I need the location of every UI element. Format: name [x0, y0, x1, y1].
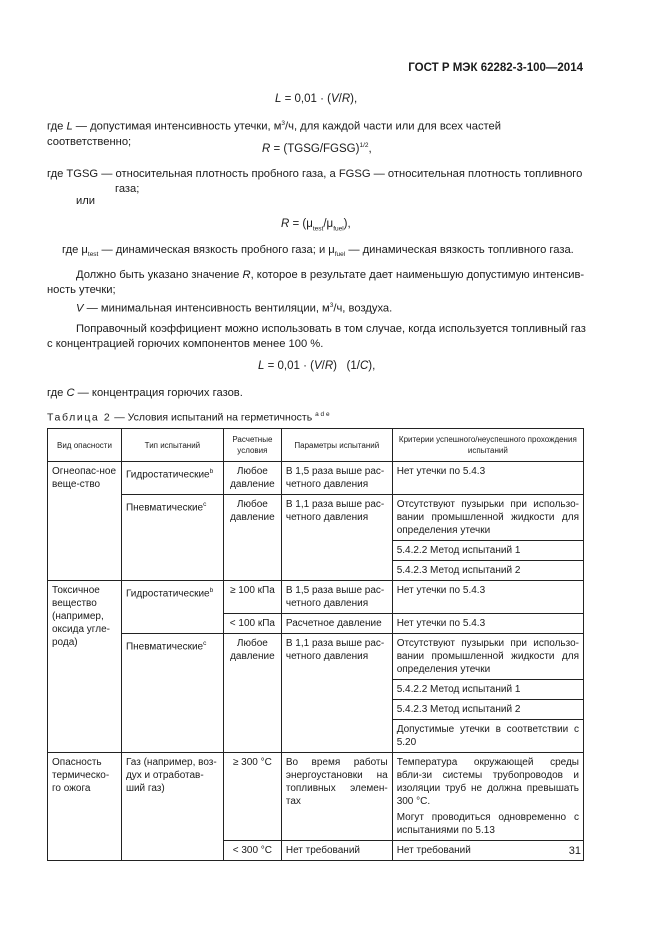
criteria-cell: Нет утечки по 5.4.3: [392, 462, 583, 495]
formula-var: V: [76, 302, 84, 315]
formula-corrected-leak: [258, 360, 375, 372]
hazard-cell: Огнеопас-ное веще-ство: [48, 462, 122, 581]
test-type-cell: [121, 634, 223, 753]
page-number: 31: [568, 845, 581, 857]
table-row: [48, 581, 584, 614]
formula-text: = (TGSG/FGSG): [270, 142, 360, 155]
text: Должно быть указано значение: [76, 269, 243, 281]
subscript: test: [312, 225, 324, 233]
header-test-type: Тип испытаний: [121, 429, 223, 462]
superscript: 1/2: [359, 142, 369, 149]
text: /ч, воздуха.: [333, 302, 393, 315]
criteria-cell: Нет утечки по 5.4.3: [392, 581, 583, 614]
formula-text: ),: [368, 360, 376, 372]
formula-text: ),: [350, 93, 358, 105]
criteria-text: Могут проводиться одновременно с испытаниями по 5.13: [396, 812, 579, 836]
superscript: 3: [281, 120, 286, 127]
text: Поправочный коэффициент можно использовать в том случае, когда используется топливный газ: [76, 323, 586, 335]
header-parameters: Параметры испытаний: [281, 429, 392, 462]
document-header: ГОСТ Р МЭК 62282-3-100—2014: [408, 62, 583, 74]
conditions-cell: ≥ 300 °С: [223, 753, 281, 841]
criteria-cell: 5.4.2.2 Метод испытаний 1: [392, 680, 583, 700]
formula-var: L: [66, 120, 73, 133]
criteria-cell: [392, 753, 583, 841]
header-criteria: Критерии успешного/неуспешного прохождения испытаний: [392, 429, 583, 462]
test-type-cell: [121, 495, 223, 581]
conditions-cell: Любое давление: [223, 495, 281, 581]
criteria-cell: Отсутствуют пузырьки при использо-вании промышленной жидкости для определения утечки: [392, 495, 583, 541]
header-conditions: Расчетные условия: [223, 429, 281, 462]
text: /ч, для каждой части или для всех частей соответственно;: [47, 120, 502, 148]
criteria-cell: Нет утечки по 5.4.3: [392, 614, 583, 634]
conditions-cell: < 300 °С: [223, 841, 281, 861]
footnote-ref: b: [209, 468, 214, 475]
paragraph-r-value: [47, 268, 584, 298]
text: где TGSG — относительная плотность пробного газа, а FGSG — относительная плотность топливного: [47, 168, 583, 180]
paragraph-correction-factor: [47, 322, 584, 352]
cell-text: Гидростатические: [125, 588, 210, 600]
formula-r-viscosity: [281, 218, 351, 232]
parameters-cell: В 1,1 раза выше рас-четного давления: [281, 495, 392, 581]
criteria-cell: 5.4.2.3 Метод испытаний 2: [392, 700, 583, 720]
parameters-cell: Расчетное давление: [281, 614, 392, 634]
formula-var: R: [341, 93, 351, 105]
paragraph-viscosity-definition: [62, 243, 574, 262]
text: ность утечки;: [47, 284, 116, 296]
table-label: Таблица 2: [47, 411, 112, 424]
text: — допустимая интенсивность утечки, м: [72, 120, 282, 133]
formula-text: = 0,01 · (: [264, 360, 314, 372]
formula-text: ,: [368, 142, 372, 155]
conditions-cell: < 100 кПа: [223, 614, 281, 634]
criteria-cell: Допустимые утечки в соответствии с 5.20: [392, 720, 583, 753]
conditions-cell: Любое давление: [223, 462, 281, 495]
formula-text: ) (1/: [333, 360, 360, 372]
text: , которое в результате дает наименьшую допустимую интенсив-: [250, 269, 585, 281]
text: — динамическая вязкость топливного газа.: [345, 244, 574, 256]
footnote-ref: c: [203, 501, 207, 508]
formula-var: V: [330, 93, 339, 105]
formula-var: R: [324, 360, 334, 372]
parameters-cell: В 1,5 раза выше рас-четного давления: [281, 462, 392, 495]
footnote-ref: c: [203, 640, 207, 647]
subscript: test: [87, 251, 99, 259]
parameters-cell: В 1,5 раза выше рас-четного давления: [281, 581, 392, 614]
formula-var: R: [262, 142, 271, 155]
formula-var: R: [242, 269, 251, 281]
formula-var: L: [258, 360, 265, 372]
header-hazard: Вид опасности: [48, 429, 122, 462]
footnote-ref: b: [209, 587, 214, 594]
hazard-cell: Опасность термическо-го ожога: [48, 753, 122, 861]
subscript: fuel: [334, 251, 346, 259]
formula-text: = 0,01 · (: [281, 93, 331, 105]
formula-text: /μ: [323, 218, 334, 230]
cell-text: Пневматические: [125, 641, 204, 653]
hazard-cell: Токсичное вещество (например, оксида угле-рода): [48, 581, 122, 753]
formula-text: ),: [343, 218, 351, 230]
table-row: [48, 495, 584, 541]
text: — концентрация горючих газов.: [74, 387, 243, 399]
table-row: [48, 634, 584, 680]
table-header-row: [48, 429, 584, 462]
parameters-cell: В 1,1 раза выше рас-четного давления: [281, 634, 392, 753]
table-caption: [47, 411, 330, 424]
footnote-refs: a d e: [315, 411, 330, 418]
parameters-cell: Во время работы энергоустановки на топливных элемен-тах: [281, 753, 392, 841]
formula-var: V: [313, 360, 322, 372]
criteria-cell: 5.4.2.2 Метод испытаний 1: [392, 541, 583, 561]
text: газа;: [115, 183, 140, 195]
criteria-cell: 5.4.2.3 Метод испытаний 2: [392, 561, 583, 581]
formula-text: /: [338, 93, 342, 105]
text: где: [47, 120, 67, 133]
formula-text: = (μ: [289, 218, 313, 230]
subscript: fuel: [333, 225, 344, 233]
table-row: [48, 462, 584, 495]
formula-var: L: [275, 93, 282, 105]
test-type-cell: Газ (например, воз-дух и отработав-ший газ): [121, 753, 223, 861]
formula-var: C: [66, 387, 75, 399]
leak-test-table: [47, 428, 584, 861]
formula-leak-rate: [275, 93, 357, 105]
table-row: [48, 753, 584, 841]
cell-text: Пневматические: [125, 502, 204, 514]
superscript: 3: [329, 302, 334, 309]
conditions-cell: ≥ 100 кПа: [223, 581, 281, 614]
text: с концентрацией горючих компонентов менее 100 %.: [47, 338, 324, 350]
text: — динамическая вязкость пробного газа; и μ: [98, 244, 335, 256]
formula-var: R: [281, 218, 290, 230]
criteria-text: Температура окружающей среды вбли-зи системы трубопроводов и изоляции труб не должна превышать 300 °С.: [396, 757, 579, 807]
criteria-cell: Нет требований: [392, 841, 583, 861]
formula-var: C: [359, 360, 369, 372]
or-word: или: [76, 195, 96, 207]
text: где: [47, 387, 67, 399]
cell-text: Гидростатические: [125, 469, 210, 481]
paragraph-c-definition: [47, 386, 243, 401]
text: где μ: [62, 244, 88, 256]
formula-r-density: [262, 142, 372, 155]
formula-text: /: [321, 360, 325, 372]
text: — минимальная интенсивность вентиляции, м: [83, 302, 330, 315]
test-type-cell: [121, 581, 223, 634]
paragraph-density-definition: [47, 167, 584, 197]
criteria-cell: Отсутствуют пузырьки при использо-вании промышленной жидкости для определения утечки: [392, 634, 583, 680]
conditions-cell: Любое давление: [223, 634, 281, 753]
table-title: — Условия испытаний на герметичность: [111, 411, 316, 424]
test-type-cell: [121, 462, 223, 495]
parameters-cell: Нет требований: [281, 841, 392, 861]
paragraph-v-definition: [76, 298, 392, 317]
